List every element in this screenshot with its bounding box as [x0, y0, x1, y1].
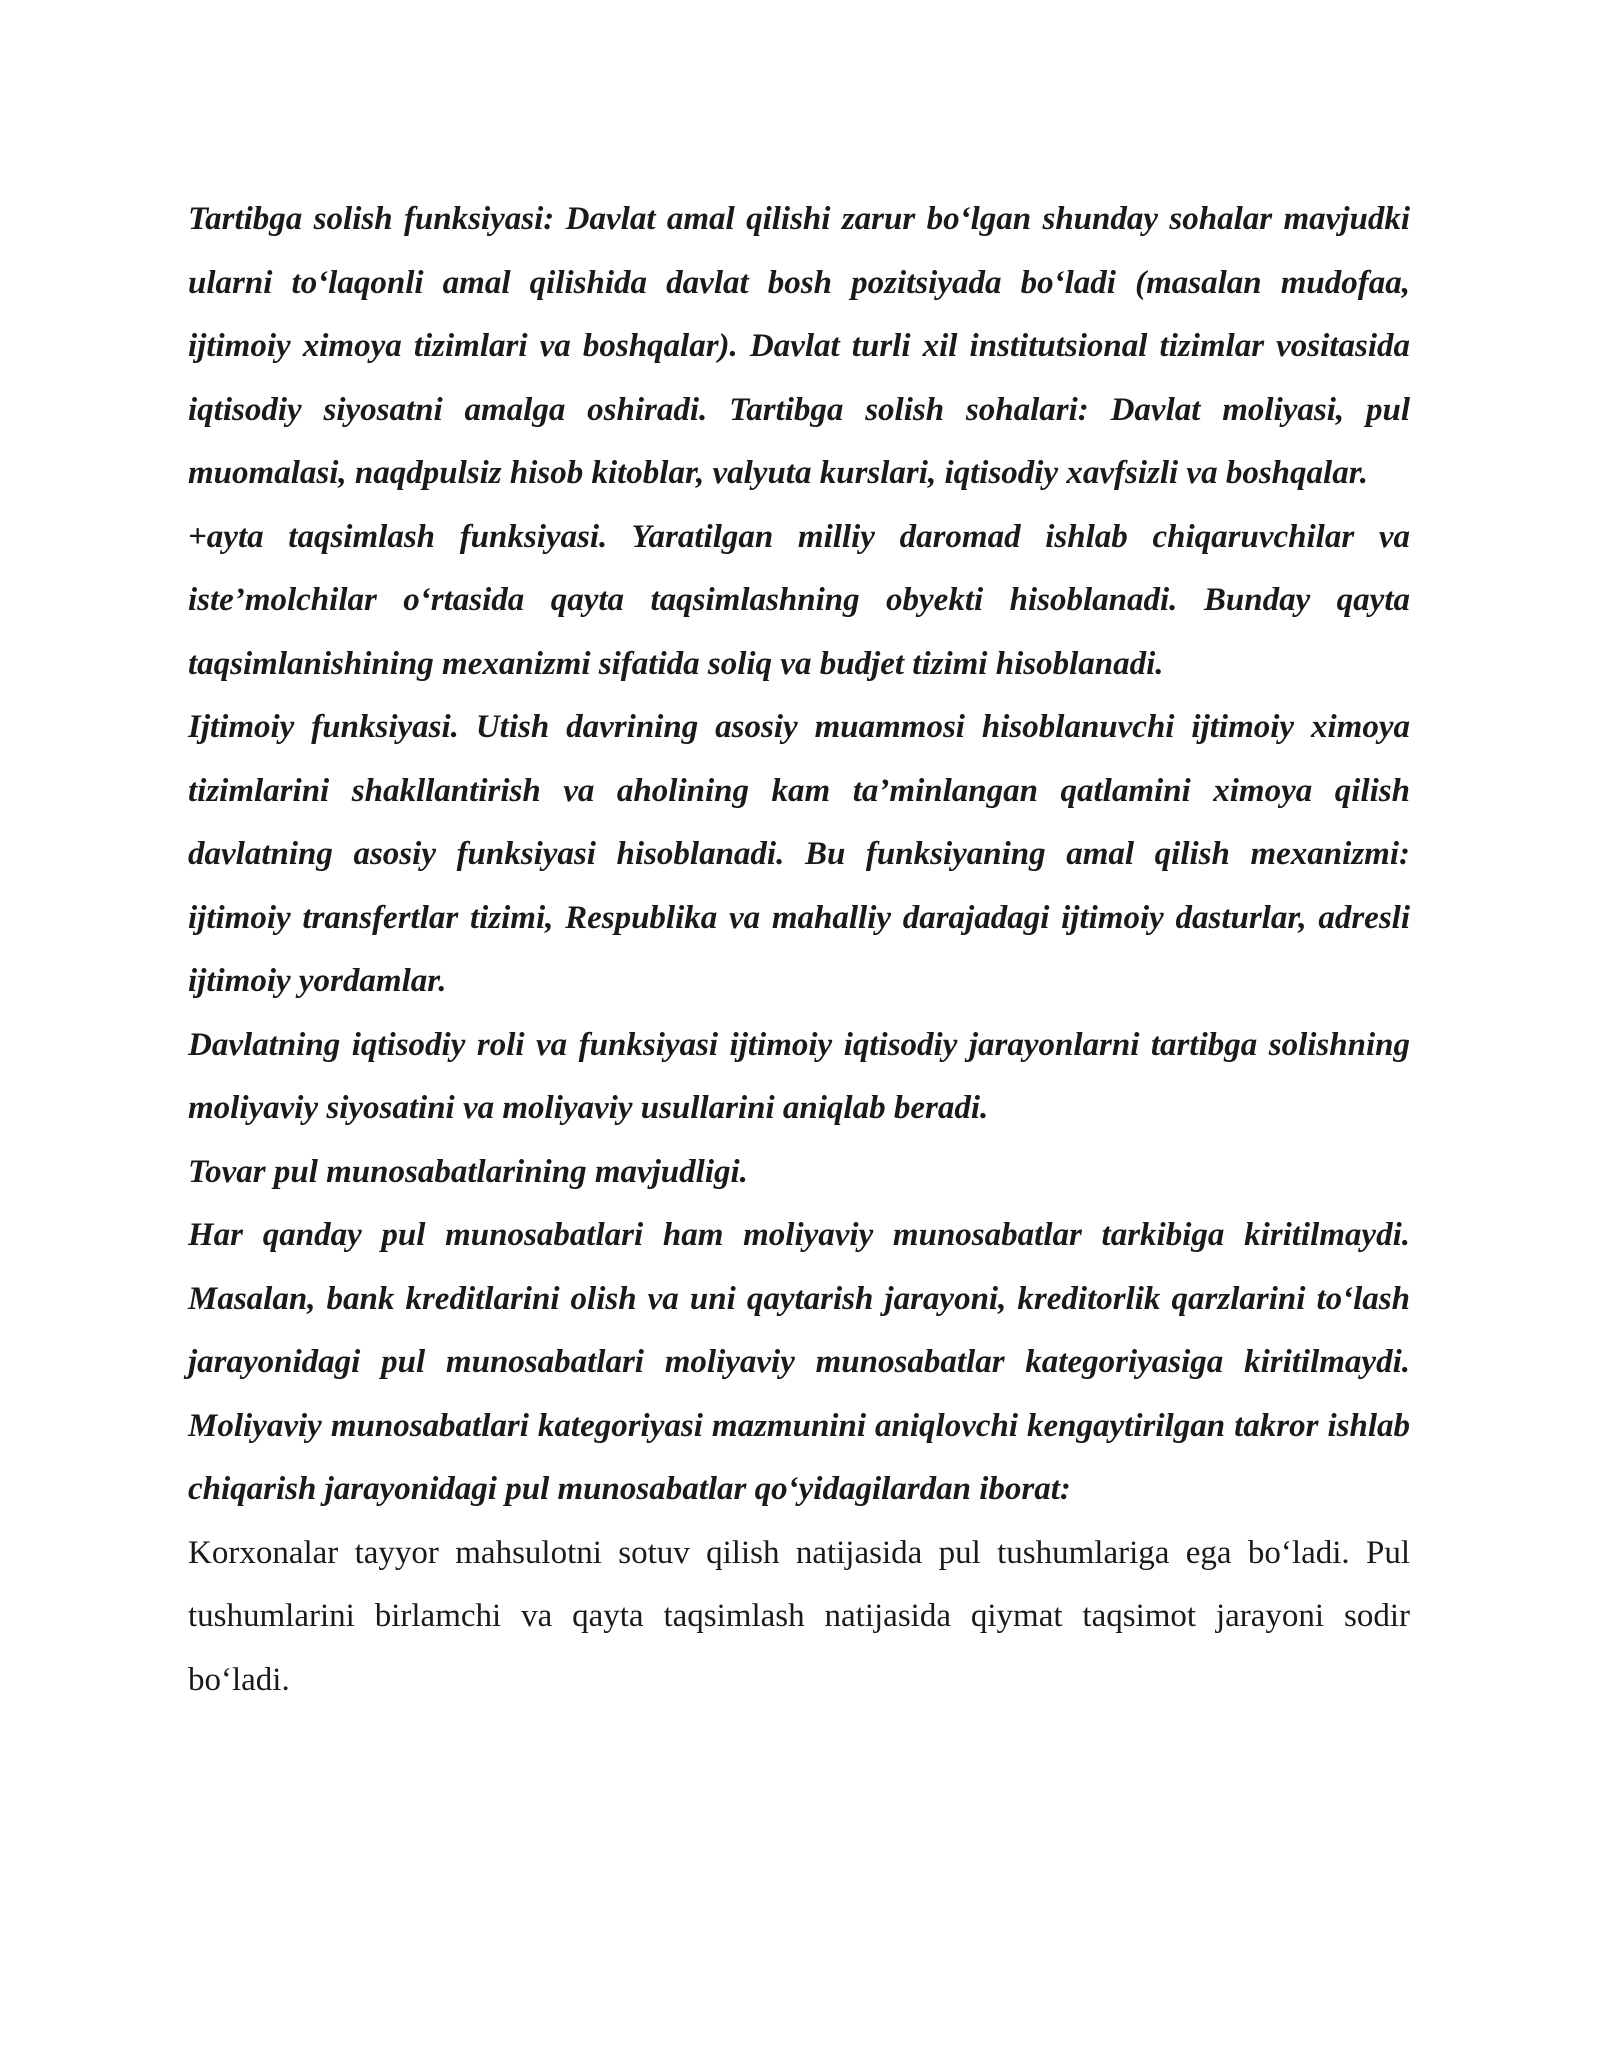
paragraph-commodity-money-relations: Tovar pul munosabatlarining mavjudligi. — [188, 1153, 748, 1190]
paragraph-redistribution-function: +ayta taqsimlash funksiyasi. Yaratilgan milliy daromad ishlab chiqaruvchilar va iste’molchilar o‘rtasida qayta taqsimlashning obyekti hisoblanadi. Bunday qayta taqsimlanishining mexanizmi sifatida soliq va budjet tizimi hisoblanadi. — [188, 518, 1410, 682]
paragraph-economic-role: Davlatning iqtisodiy roli va funksiyasi ijtimoiy iqtisodiy jarayonlarni tartibga solishning moliyaviy siyosatini va moliyaviy usullarini aniqlab beradi. — [188, 1026, 1410, 1126]
paragraph-regulation-function: Tartibga solish funksiyasi: Davlat amal qilishi zarur bo‘lgan shunday sohalar mavjudki ularni to‘laqonli amal qilishida davlat bosh pozitsiyada bo‘ladi (masalan mudofaa, ijtimoiy ximoya tizimlari va boshqalar). Davlat turli xil institutsional tizimlar vositasida iqtisodiy siyosatni amalga oshiradi. Tartibga solish sohalari: Davlat moliyasi, pul muomalasi, naqdpulsiz hisob kitoblar, valyuta kurslari, iqtisodiy xavfsizli va boshqalar. — [188, 201, 1410, 491]
paragraph-money-relations: Har qanday pul munosabatlari ham moliyaviy munosabatlar tarkibiga kiritilmaydi. Masalan, bank kreditlarini olish va uni qaytarish jarayoni, kreditorlik qarzlarini to‘lash jarayonidagi pul munosabatlari moliyaviy munosabatlar kategoriyasiga kiritilmaydi. Moliyaviy munosabatlari kategoriyasi mazmunini aniqlovchi kengaytirilgan takror ishlab chiqarish jarayonidagi pul munosabatlar qo‘yidagilardan iborat: — [188, 1217, 1410, 1507]
document-body — [188, 188, 1410, 1712]
paragraph-enterprises: Korxonalar tayyor mahsulotni sotuv qilish natijasida pul tushumlariga ega bo‘ladi. Pul tushumlarini birlamchi va qayta taqsimlash natijasida qiymat taqsimot jarayoni sodir bo‘ladi. — [188, 1534, 1410, 1698]
paragraph-social-function: Ijtimoiy funksiyasi. Utish davrining asosiy muammosi hisoblanuvchi ijtimoiy ximoya tizimlarini shakllantirish va aholining kam ta’minlangan qatlamini ximoya qilish davlatning asosiy funksiyasi hisoblanadi. Bu funksiyaning amal qilish mexanizmi: ijtimoiy transfertlar tizimi, Respublika va mahalliy darajadagi ijtimoiy dasturlar, adresli ijtimoiy yordamlar. — [188, 709, 1410, 999]
